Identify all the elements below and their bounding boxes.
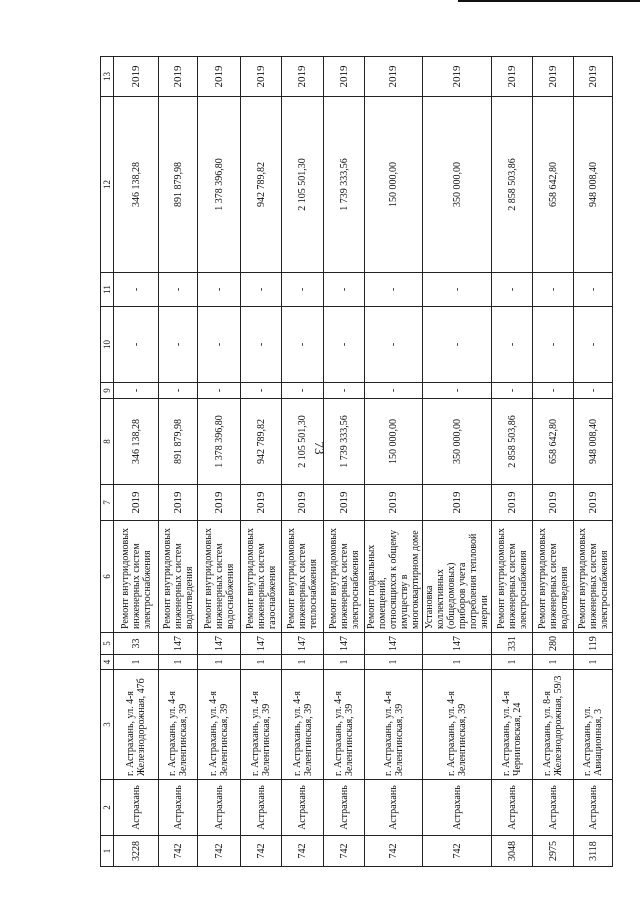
cell-col-9: - xyxy=(324,383,365,399)
cell-amount: 891 879,98 xyxy=(159,399,198,485)
cell-city: Астрахань xyxy=(492,780,533,836)
cell-col-9: - xyxy=(198,383,241,399)
column-header-6: 6 xyxy=(101,521,114,633)
cell-col-10: - xyxy=(492,307,533,383)
table-row xyxy=(324,57,365,867)
cell-address: г. Астрахань, ул. Авиационная, 3 xyxy=(574,670,613,780)
cell-city: Астрахань xyxy=(324,780,365,836)
cell-amount: 350 000,00 xyxy=(423,399,492,485)
cell-amount: 346 138,28 xyxy=(114,399,159,485)
cell-count: 1 xyxy=(533,655,574,670)
cell-total: 350 000,00 xyxy=(423,97,492,273)
cell-address: г. Астрахань, ул. 4-я Зеленгинская, 39 xyxy=(198,670,241,780)
cell-city: Астрахань xyxy=(533,780,574,836)
cell-col-11: - xyxy=(114,273,159,307)
cell-code: 147 xyxy=(324,633,365,655)
cell-col-9: - xyxy=(282,383,324,399)
cell-count: 1 xyxy=(114,655,159,670)
cell-work-type: Ремонт внутридомовых инженерных систем газоснабжения xyxy=(241,521,282,633)
cell-start-year: 2019 xyxy=(324,485,365,521)
cell-code: 33 xyxy=(114,633,159,655)
cell-count: 1 xyxy=(324,655,365,670)
table-row xyxy=(574,57,613,867)
cell-count: 1 xyxy=(198,655,241,670)
cell-city: Астрахань xyxy=(282,780,324,836)
column-header-5: 5 xyxy=(101,633,114,655)
cell-work-type: Ремонт внутридомовых инженерных систем водоотведения xyxy=(159,521,198,633)
table-body xyxy=(114,57,613,867)
rotated-table-wrapper xyxy=(100,57,610,867)
column-header-8: 8 xyxy=(101,399,114,485)
cell-address: г. Астрахань, ул. 4-я Зеленгинская, 39 xyxy=(365,670,423,780)
cell-col-10: - xyxy=(324,307,365,383)
cell-col-10: - xyxy=(198,307,241,383)
cell-code: 147 xyxy=(198,633,241,655)
cell-work-type: Ремонт внутридомовых инженерных систем электроснабжения xyxy=(492,521,533,633)
cell-end-year: 2019 xyxy=(574,57,613,97)
table-row xyxy=(365,57,423,867)
cell-city: Астрахань xyxy=(365,780,423,836)
cell-end-year: 2019 xyxy=(533,57,574,97)
cell-col-10: - xyxy=(365,307,423,383)
cell-count: 1 xyxy=(574,655,613,670)
cell-row-id: 742 xyxy=(365,836,423,867)
table-row xyxy=(241,57,282,867)
cell-row-id: 742 xyxy=(241,836,282,867)
cell-work-type: Ремонт внутридомовых инженерных систем электроснабжения xyxy=(324,521,365,633)
cell-count: 1 xyxy=(159,655,198,670)
cell-col-9: - xyxy=(159,383,198,399)
cell-amount: 2 858 503,86 xyxy=(492,399,533,485)
cell-start-year: 2019 xyxy=(114,485,159,521)
cell-code: 147 xyxy=(423,633,492,655)
cell-col-9: - xyxy=(365,383,423,399)
page-number: 73 xyxy=(312,441,327,455)
cell-count: 1 xyxy=(423,655,492,670)
cell-end-year: 2019 xyxy=(365,57,423,97)
cell-work-type: Ремонт внутридомовых инженерных систем водоснабжения xyxy=(198,521,241,633)
column-header-10: 10 xyxy=(101,307,114,383)
cell-city: Астрахань xyxy=(114,780,159,836)
cell-col-10: - xyxy=(241,307,282,383)
column-header-2: 2 xyxy=(101,780,114,836)
cell-col-9: - xyxy=(114,383,159,399)
header-row xyxy=(101,57,114,867)
repair-program-table xyxy=(100,56,613,867)
cell-city: Астрахань xyxy=(198,780,241,836)
cell-amount: 150 000,00 xyxy=(365,399,423,485)
cell-end-year: 2019 xyxy=(423,57,492,97)
cell-code: 331 xyxy=(492,633,533,655)
cell-total: 942 789,82 xyxy=(241,97,282,273)
cell-row-id: 742 xyxy=(423,836,492,867)
cell-col-11: - xyxy=(574,273,613,307)
cell-start-year: 2019 xyxy=(198,485,241,521)
cell-end-year: 2019 xyxy=(492,57,533,97)
cell-col-10: - xyxy=(574,307,613,383)
cell-col-9: - xyxy=(423,383,492,399)
cell-row-id: 3118 xyxy=(574,836,613,867)
cell-col-10: - xyxy=(114,307,159,383)
cell-start-year: 2019 xyxy=(159,485,198,521)
cell-address: г. Астрахань, ул. 4-я Черниговская, 24 xyxy=(492,670,533,780)
cell-work-type: Ремонт внутридомовых инженерных систем водоотведения xyxy=(533,521,574,633)
cell-work-type: Ремонт подвальных помещений, относящихся к общему имуществу в многоквартирном доме xyxy=(365,521,423,633)
cell-col-11: - xyxy=(282,273,324,307)
cell-city: Астрахань xyxy=(159,780,198,836)
cell-amount: 1 739 333,56 xyxy=(324,399,365,485)
cell-address: г. Астрахань, ул. 4-я Железнодорожная, 47б xyxy=(114,670,159,780)
cell-work-type: Установка коллективных (общедомовых) приборов учета потребления тепловой энергии xyxy=(423,521,492,633)
cell-col-10: - xyxy=(282,307,324,383)
cell-col-11: - xyxy=(241,273,282,307)
cell-end-year: 2019 xyxy=(324,57,365,97)
cell-row-id: 742 xyxy=(159,836,198,867)
cell-end-year: 2019 xyxy=(198,57,241,97)
cell-col-11: - xyxy=(324,273,365,307)
table-row xyxy=(198,57,241,867)
cell-total: 2 858 503,86 xyxy=(492,97,533,273)
cell-amount: 2 105 501,30 xyxy=(282,399,324,485)
cell-amount: 948 008,40 xyxy=(574,399,613,485)
cell-amount: 1 378 396,80 xyxy=(198,399,241,485)
cell-end-year: 2019 xyxy=(282,57,324,97)
column-header-3: 3 xyxy=(101,670,114,780)
cell-row-id: 2975 xyxy=(533,836,574,867)
cell-col-10: - xyxy=(423,307,492,383)
cell-start-year: 2019 xyxy=(365,485,423,521)
cell-row-id: 742 xyxy=(324,836,365,867)
cell-col-9: - xyxy=(533,383,574,399)
table-row xyxy=(423,57,492,867)
column-header-9: 9 xyxy=(101,383,114,399)
cell-total: 658 642,80 xyxy=(533,97,574,273)
cell-start-year: 2019 xyxy=(282,485,324,521)
cell-count: 1 xyxy=(241,655,282,670)
cell-total: 1 378 396,80 xyxy=(198,97,241,273)
table-row xyxy=(533,57,574,867)
cell-total: 150 000,00 xyxy=(365,97,423,273)
cell-end-year: 2019 xyxy=(114,57,159,97)
cell-col-11: - xyxy=(533,273,574,307)
cell-start-year: 2019 xyxy=(492,485,533,521)
cell-total: 1 739 333,56 xyxy=(324,97,365,273)
cell-work-type: Ремонт внутридомовых инженерных систем теплоснабжения xyxy=(282,521,324,633)
cell-col-9: - xyxy=(492,383,533,399)
cell-code: 147 xyxy=(365,633,423,655)
cell-work-type: Ремонт внутридомовых инженерных систем электроснабжения xyxy=(574,521,613,633)
cell-count: 1 xyxy=(365,655,423,670)
cell-count: 1 xyxy=(492,655,533,670)
cell-col-10: - xyxy=(533,307,574,383)
cell-amount: 658 642,80 xyxy=(533,399,574,485)
table-row xyxy=(492,57,533,867)
cell-col-11: - xyxy=(159,273,198,307)
column-header-4: 4 xyxy=(101,655,114,670)
cell-row-id: 3048 xyxy=(492,836,533,867)
table-row xyxy=(114,57,159,867)
cell-col-11: - xyxy=(198,273,241,307)
cell-work-type: Ремонт внутридомовых инженерных систем электроснабжения xyxy=(114,521,159,633)
column-header-12: 12 xyxy=(101,97,114,273)
cell-amount: 942 789,82 xyxy=(241,399,282,485)
cell-start-year: 2019 xyxy=(423,485,492,521)
cell-code: 280 xyxy=(533,633,574,655)
cell-total: 2 105 501,30 xyxy=(282,97,324,273)
cell-code: 147 xyxy=(241,633,282,655)
cell-start-year: 2019 xyxy=(574,485,613,521)
cell-row-id: 742 xyxy=(198,836,241,867)
table-row xyxy=(282,57,324,867)
cell-start-year: 2019 xyxy=(533,485,574,521)
cell-address: г. Астрахань, ул. 8-я Железнодорожная, 59/3 xyxy=(533,670,574,780)
cell-code: 147 xyxy=(282,633,324,655)
cell-total: 948 008,40 xyxy=(574,97,613,273)
cell-col-11: - xyxy=(365,273,423,307)
cell-address: г. Астрахань, ул. 4-я Зеленгинская, 39 xyxy=(324,670,365,780)
column-header-11: 11 xyxy=(101,273,114,307)
cell-city: Астрахань xyxy=(423,780,492,836)
cell-end-year: 2019 xyxy=(159,57,198,97)
cell-col-11: - xyxy=(492,273,533,307)
cell-city: Астрахань xyxy=(241,780,282,836)
cell-city: Астрахань xyxy=(574,780,613,836)
cell-address: г. Астрахань, ул. 4-я Зеленгинская, 39 xyxy=(241,670,282,780)
cell-total: 346 138,28 xyxy=(114,97,159,273)
table-row xyxy=(159,57,198,867)
cell-address: г. Астрахань, ул. 4-я Зеленгинская, 39 xyxy=(159,670,198,780)
cell-col-9: - xyxy=(574,383,613,399)
cell-end-year: 2019 xyxy=(241,57,282,97)
cell-count: 1 xyxy=(282,655,324,670)
cell-col-9: - xyxy=(241,383,282,399)
cell-col-10: - xyxy=(159,307,198,383)
cell-row-id: 742 xyxy=(282,836,324,867)
cell-col-11: - xyxy=(423,273,492,307)
cell-row-id: 3228 xyxy=(114,836,159,867)
column-header-7: 7 xyxy=(101,485,114,521)
cell-code: 147 xyxy=(159,633,198,655)
cell-start-year: 2019 xyxy=(241,485,282,521)
cell-code: 119 xyxy=(574,633,613,655)
column-header-1: 1 xyxy=(101,836,114,867)
top-rule xyxy=(458,0,640,2)
column-header-13: 13 xyxy=(101,57,114,97)
cell-address: г. Астрахань, ул. 4-я Зеленгинская, 39 xyxy=(282,670,324,780)
cell-total: 891 879,98 xyxy=(159,97,198,273)
cell-address: г. Астрахань, ул. 4-я Зеленгинская, 39 xyxy=(423,670,492,780)
